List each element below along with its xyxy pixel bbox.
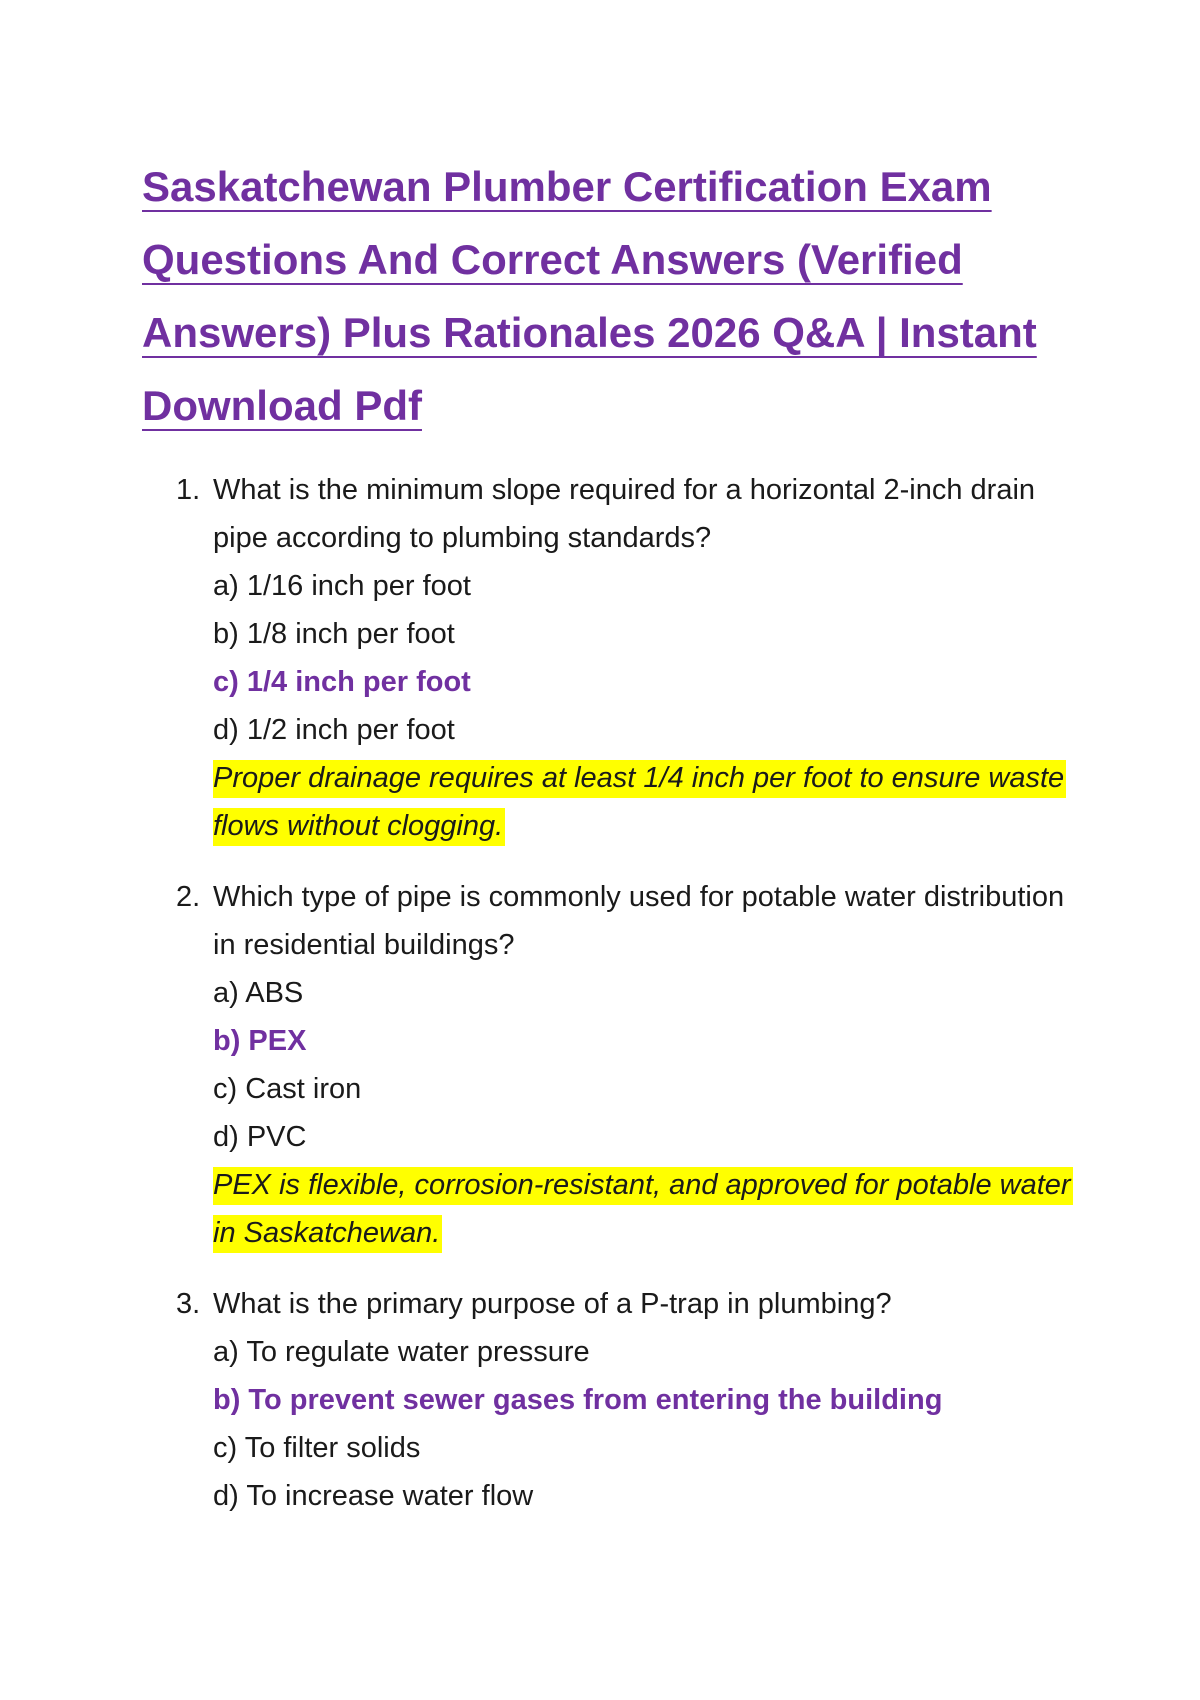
question-number: 1. — [176, 474, 201, 506]
answer-option: d) PVC — [213, 1121, 307, 1153]
question-text: Which type of pipe is commonly used for potable water distribution in residential buildings? — [213, 881, 1065, 961]
answer-option: a) ABS — [213, 977, 304, 1009]
answer-option: c) To filter solids — [213, 1432, 421, 1464]
title-line: Saskatchewan Plumber Certification Exam — [142, 163, 992, 210]
document-title — [142, 150, 1042, 442]
correct-answer-option: c) 1/4 inch per foot — [213, 666, 471, 698]
question-body — [213, 1280, 1073, 1520]
answer-option: b) 1/8 inch per foot — [213, 618, 455, 650]
question-number: 2. — [176, 881, 201, 913]
answer-option: a) 1/16 inch per foot — [213, 570, 471, 602]
rationale-text: Proper drainage requires at least 1/4 inch per foot to ensure waste flows without clogging. — [213, 760, 1066, 846]
question-body — [213, 873, 1073, 1257]
title-line: Answers) Plus Rationales 2026 Q&A | Instant — [142, 309, 1037, 356]
rationale — [213, 1161, 1073, 1257]
answer-option: c) Cast iron — [213, 1073, 362, 1105]
correct-answer-option: b) To prevent sewer gases from entering the building — [213, 1384, 943, 1416]
title-line: Download Pdf — [142, 382, 422, 429]
correct-answer-option: b) PEX — [213, 1025, 307, 1057]
answer-option: a) To regulate water pressure — [213, 1336, 590, 1368]
rationale-text: PEX is flexible, corrosion-resistant, and approved for potable water in Saskatchewan. — [213, 1167, 1073, 1253]
answer-option: d) To increase water flow — [213, 1480, 534, 1512]
rationale — [213, 754, 1073, 850]
question-text: What is the minimum slope required for a horizontal 2-inch drain pipe according to plumbing standards? — [213, 474, 1036, 554]
answer-option: d) 1/2 inch per foot — [213, 714, 455, 746]
question-body — [213, 466, 1073, 850]
question-text: What is the primary purpose of a P-trap in plumbing? — [213, 1288, 892, 1320]
question-number: 3. — [176, 1288, 201, 1320]
title-line: Questions And Correct Answers (Verified — [142, 236, 963, 283]
